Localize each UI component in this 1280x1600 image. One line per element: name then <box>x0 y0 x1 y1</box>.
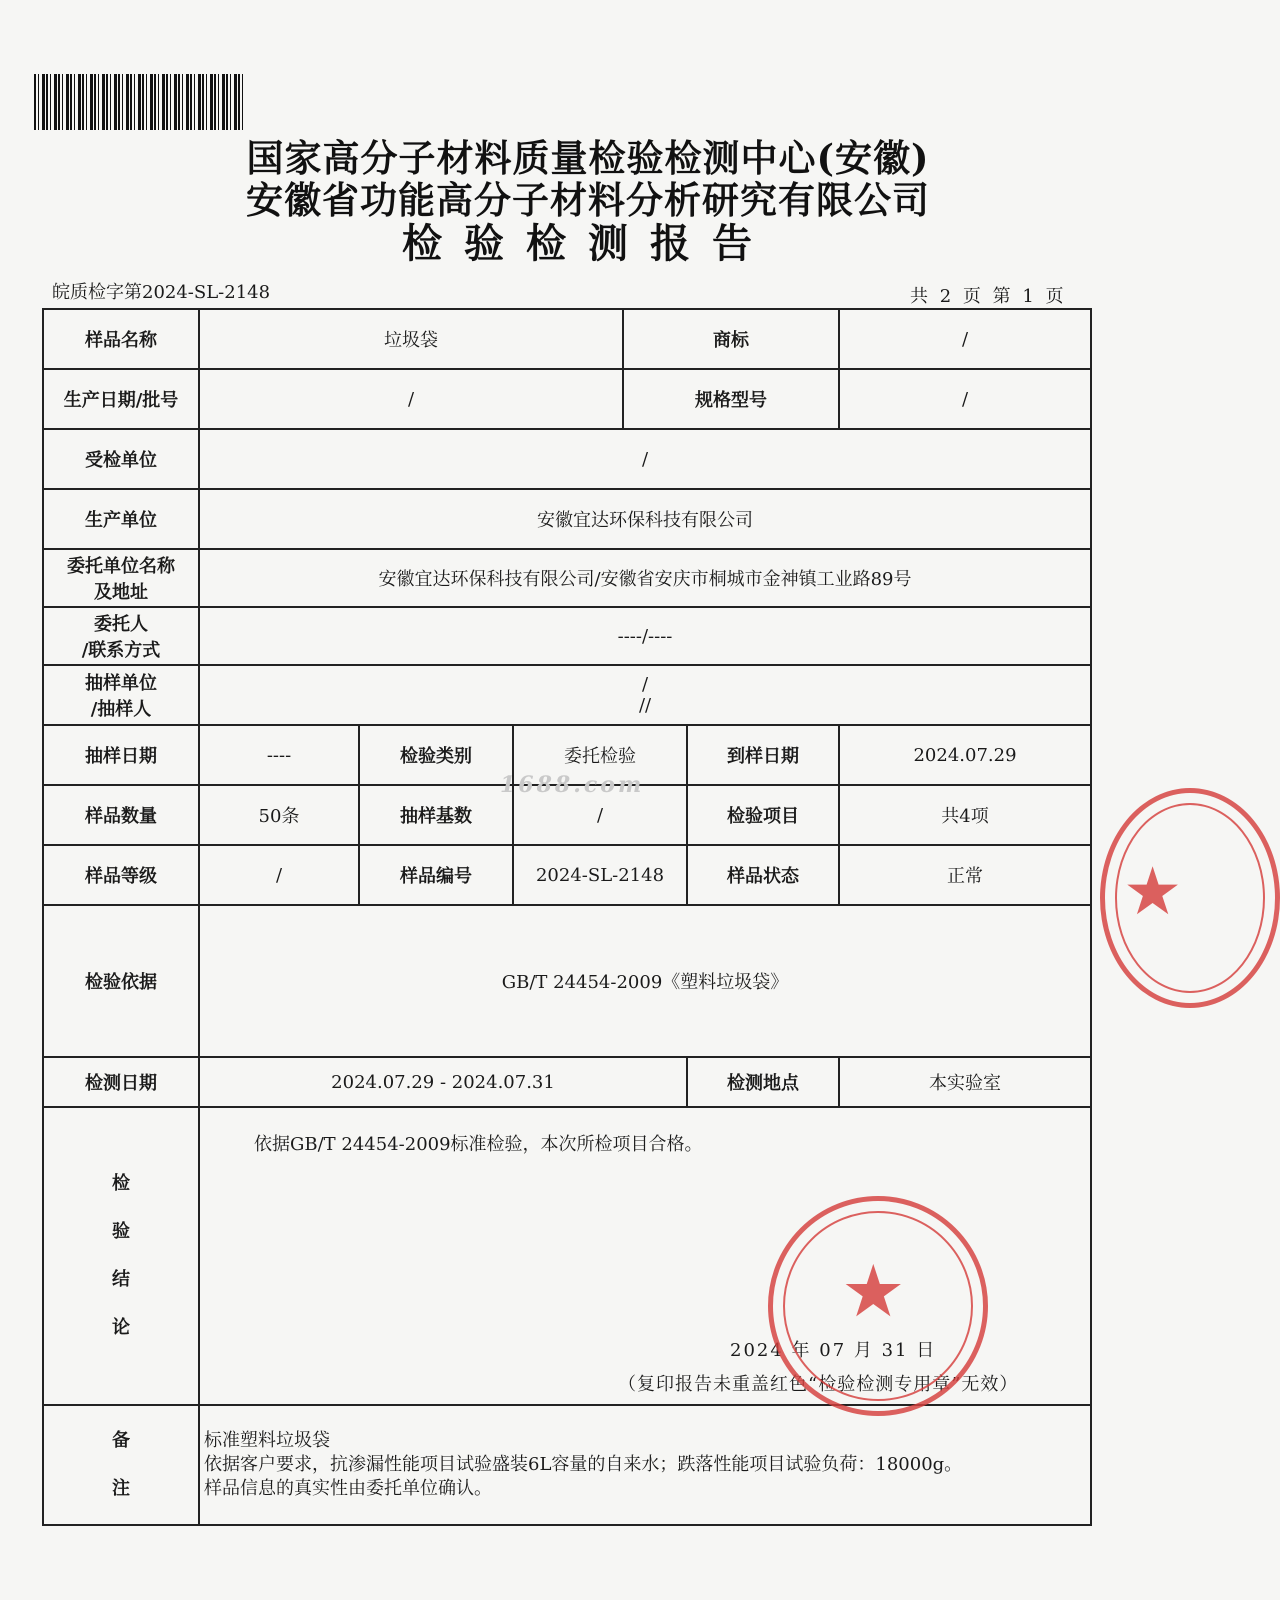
brand-label: 商标 <box>623 309 839 369</box>
contact-label-line2: /联系方式 <box>81 640 161 661</box>
spec-value: / <box>839 369 1091 429</box>
report-title: 检验检测报告 <box>402 220 774 267</box>
brand-value: / <box>839 309 1091 369</box>
conclusion-char-1: 检 <box>112 1173 130 1194</box>
conclusion-char-2: 验 <box>112 1221 130 1242</box>
basis-label: 检验依据 <box>43 905 199 1057</box>
company-seal-partial <box>1100 788 1280 1008</box>
sample-no-label: 样品编号 <box>359 845 513 905</box>
star-icon: ★ <box>841 1249 906 1333</box>
grade-value: / <box>199 845 359 905</box>
watermark: 1688.com <box>500 772 645 798</box>
arrival-date-label: 到样日期 <box>687 725 839 785</box>
page-info: 共 2 页 第 1 页 <box>910 286 1067 307</box>
conclusion-date: 2024 年 07 月 31 日 <box>730 1340 937 1361</box>
test-date-label: 检测日期 <box>43 1057 199 1107</box>
arrival-date-value: 2024.07.29 <box>839 725 1091 785</box>
org-name-secondary: 安徽省功能高分子材料分析研究有限公司 <box>246 178 930 222</box>
barcode <box>34 74 244 130</box>
remarks-line-3: 样品信息的真实性由委托单位确认。 <box>204 1478 492 1499</box>
sampling-base-label: 抽样基数 <box>359 785 513 845</box>
sampler-value-line2: // <box>638 695 652 716</box>
test-date-value: 2024.07.29 - 2024.07.31 <box>199 1057 687 1107</box>
sampler-label-line1: 抽样单位 <box>85 673 157 694</box>
inspected-unit-value: / <box>199 429 1091 489</box>
sampling-date-label: 抽样日期 <box>43 725 199 785</box>
spec-label: 规格型号 <box>623 369 839 429</box>
remarks-line-2: 依据客户要求，抗渗漏性能项目试验盛装6L容量的自来水；跌落性能项目试验负荷：18000g。 <box>204 1454 963 1475</box>
client-value: 安徽宜达环保科技有限公司/安徽省安庆市桐城市金神镇工业路89号 <box>199 549 1091 607</box>
conclusion-text: 依据GB/T 24454-2009标准检验，本次所检项目合格。 <box>254 1134 703 1155</box>
sampler-label <box>43 665 199 725</box>
contact-label-line1: 委托人 <box>94 614 148 635</box>
client-label-line1: 委托单位名称 <box>67 556 175 577</box>
contact-label <box>43 607 199 665</box>
sample-name-label: 样品名称 <box>43 309 199 369</box>
remarks-char-1: 备 <box>112 1430 130 1451</box>
client-label-line2: 及地址 <box>94 582 148 603</box>
copy-note: （复印报告未重盖红色“检验检测专用章”无效） <box>618 1374 1019 1395</box>
company-seal <box>768 1196 988 1416</box>
report-number: 皖质检字第2024-SL-2148 <box>52 282 271 303</box>
inspected-unit-label: 受检单位 <box>43 429 199 489</box>
conclusion-label <box>43 1107 199 1405</box>
status-label: 样品状态 <box>687 845 839 905</box>
test-location-label: 检测地点 <box>687 1057 839 1107</box>
grade-label: 样品等级 <box>43 845 199 905</box>
producer-label: 生产单位 <box>43 489 199 549</box>
conclusion-char-4: 论 <box>112 1317 130 1338</box>
conclusion-char-3: 结 <box>112 1269 130 1290</box>
sampler-value <box>199 665 1091 725</box>
star-icon-partial: ★ <box>1123 853 1183 930</box>
remarks-char-2: 注 <box>112 1478 130 1499</box>
production-date-label: 生产日期/批号 <box>43 369 199 429</box>
remarks-line-1: 标准塑料垃圾袋 <box>204 1430 330 1451</box>
test-type-value: 委托检验 <box>513 725 687 785</box>
contact-value: ----/---- <box>199 607 1091 665</box>
remarks-cell <box>199 1405 1091 1525</box>
production-date-value: / <box>199 369 623 429</box>
quantity-value: 50条 <box>199 785 359 845</box>
org-name-primary: 国家高分子材料质量检验检测中心(安徽) <box>246 136 930 180</box>
sampler-label-line2: /抽样人 <box>90 699 152 720</box>
producer-value: 安徽宜达环保科技有限公司 <box>199 489 1091 549</box>
test-type-label: 检验类别 <box>359 725 513 785</box>
status-value: 正常 <box>839 845 1091 905</box>
quantity-label: 样品数量 <box>43 785 199 845</box>
sampling-base-value: / <box>513 785 687 845</box>
test-items-label: 检验项目 <box>687 785 839 845</box>
sampler-value-line1: / <box>641 674 649 695</box>
sample-no-value: 2024-SL-2148 <box>513 845 687 905</box>
remarks-label <box>43 1405 199 1525</box>
sample-name-value: 垃圾袋 <box>199 309 623 369</box>
client-label <box>43 549 199 607</box>
basis-value: GB/T 24454-2009《塑料垃圾袋》 <box>199 905 1091 1057</box>
test-location-value: 本实验室 <box>839 1057 1091 1107</box>
test-items-value: 共4项 <box>839 785 1091 845</box>
sampling-date-value: ---- <box>199 725 359 785</box>
